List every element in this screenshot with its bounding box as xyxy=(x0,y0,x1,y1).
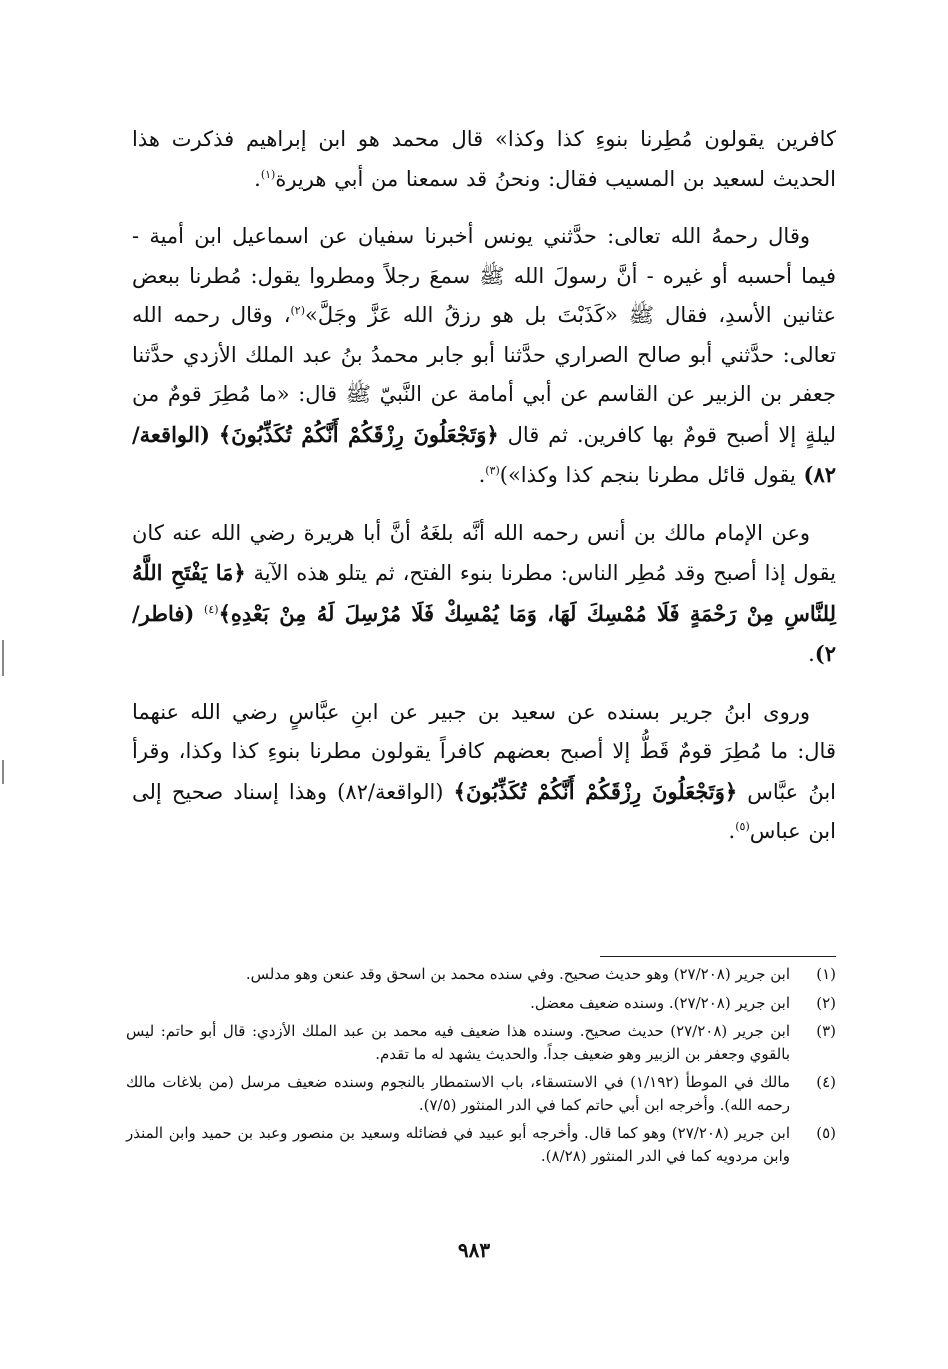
scan-edge-mark xyxy=(2,640,4,676)
footnote-item xyxy=(126,1071,836,1116)
paragraph-text xyxy=(210,423,219,447)
footnote-number: (٣) xyxy=(816,1022,836,1040)
paragraph-text: . xyxy=(478,463,486,487)
footnote-marker: (١) xyxy=(260,167,276,181)
footnote-marker: (٥) xyxy=(735,820,750,833)
paragraph xyxy=(132,693,836,852)
paragraph-text xyxy=(194,602,204,626)
footnote-number: (٥) xyxy=(816,1124,836,1142)
verse-reference: (فاطر/٢) xyxy=(132,600,836,666)
verse-reference: (الواقعة/٨٢) xyxy=(132,421,836,487)
footnote-number: (١) xyxy=(816,965,836,983)
footnote-marker: (٣) xyxy=(485,464,500,477)
paragraph-text: وعن الإمام مالك بن أنس رحمه الله أنَّه بلغَهُ أنَّ أبا هريرة رضي الله عنه كان يقول إذا أصبح وقد مُطِر الناس: مطرنا بنوء الفتح، ثم يتلو هذه الآية xyxy=(132,520,836,585)
footnote-item xyxy=(126,1122,836,1167)
scan-edge-mark xyxy=(2,760,4,784)
quran-verse: ﴿وَتَجْعَلُونَ رِزْقَكُمْ أَنَّكُمْ تُكَذِّبُونَ﴾ xyxy=(218,421,499,447)
footnote-number: (٤) xyxy=(816,1073,836,1091)
footnote-marker: (٤) xyxy=(204,602,219,616)
footnote-text: مالك في الموطأ (١/١٩٢) في الاستسقاء، باب الاستمطار بالنجوم وسنده ضعيف مرسل (من بلاغات مالك رحمه الله). وأخرجه ابن أبي حاتم كما في الدر المنثور (٧/٥). xyxy=(126,1073,790,1114)
paragraph-text: . xyxy=(254,166,261,191)
footnotes xyxy=(126,963,836,1173)
footnote-item xyxy=(126,963,836,986)
paragraph-text: يقول قائل مطرنا بنجم كذا وكذا») xyxy=(499,463,804,487)
paragraph-text: ، وقال رحمه الله تعالى: حدَّثني أبو صالح الصراري حدَّثنا أبو جابر محمدُ بنُ عبد الملك الأزدي حدَّثنا جعفر بن الزبير عن القاسم عن أبي أمامة عن النَّبيّ ﷺ قال: «ما مُطِرَ قومٌ من ليلةٍ إلا أصبح قومٌ بها كافرين. ثم قال xyxy=(132,303,837,447)
paragraph xyxy=(132,120,836,199)
quran-verse: ﴿وَتَجْعَلُونَ رِزْقَكُمْ أَنَّكُمْ تُكَذِّبُونَ﴾ xyxy=(453,778,738,804)
paragraph-text: كافرين يقولون مُطِرنا بنوءِ كذا وكذا» قال محمد هو ابن إبراهيم فذكرت هذا الحديث لسعيد بن المسيب فقال: ونحنُ قد سمعنا من أبي هريرة xyxy=(132,127,836,191)
main-text xyxy=(132,120,836,870)
footnote-text: ابن جرير (٢٧/٢٠٨) حديث صحيح. وسنده هذا ضعيف فيه محمد بن عبد الملك الأزدي: قال أبو حاتم: ليس بالقوي وجعفر بن الزبير وهو ضعيف جداً. والحديث يشهد له ما تقدم. xyxy=(126,1022,790,1063)
footnote-text: ابن جرير (٢٧/٢٠٨). وسنده ضعيف معضل. xyxy=(530,993,790,1012)
quran-verse: ﴿مَا يَفْتَحِ اللَّهُ لِلنَّاسِ مِنْ رَحْمَةٍ فَلَا مُمْسِكَ لَهَا، وَمَا يُمْسِكْ فَلَا مُرْسِلَ لَهُ مِنْ بَعْدِهِ﴾ xyxy=(132,560,836,626)
footnote-number: (٢) xyxy=(816,993,836,1012)
paragraph xyxy=(132,514,836,675)
paragraph-text: وقال رحمهُ الله تعالى: حدَّثني يونس أخبرنا سفيان عن اسماعيل ابن أمية - فيما أحسبه أو غيره - أنَّ رسولَ الله ﷺ سمعَ رجلاً ومطروا يقول: مُطرنا ببعض عثانين الأسدِ، فقال ﷺ «كَذَبْتَ بل هو رزقُ الله عَزَّ وجَلَّ» xyxy=(132,224,836,327)
paragraph-text: (الواقعة/٨٢) وهذا إسناد صحيح إلى ابن عباس xyxy=(132,779,836,843)
paragraph-text: . xyxy=(808,642,815,666)
paragraph-text: وروى ابنُ جرير بسنده عن سعيد بن جبير عن ابنِ عبَّاسٍ رضي الله عنهما قال: ما مُطِرَ قومٌ قَطُّ إلا أصبح بعضهم كافراً يقولون مطرنا بنوءِ كذا وكذا، وقرأ ابنُ عبَّاس xyxy=(132,699,836,804)
footnote-text: ابن جرير (٢٧/٢٠٨) وهو حديث صحيح. وفي سنده محمد بن اسحق وقد عنعن وهو مدلس. xyxy=(245,965,790,983)
footnote-text: ابن جرير (٢٧/٢٠٨) وهو كما قال. وأخرجه أبو عبيد في فضائله وسعيد بن منصور وعبد بن حميد وابن المنذر وابن مردويه كما في الدر المنثور (٨/٢٨). xyxy=(126,1124,790,1165)
footnote-marker: (٢) xyxy=(290,304,305,317)
page-number: ٩٨٣ xyxy=(457,1238,491,1262)
footnote-item xyxy=(126,992,836,1015)
paragraph xyxy=(132,217,836,496)
footnote-item xyxy=(126,1020,836,1065)
footnote-separator xyxy=(600,956,836,957)
paragraph-text: . xyxy=(728,819,736,843)
